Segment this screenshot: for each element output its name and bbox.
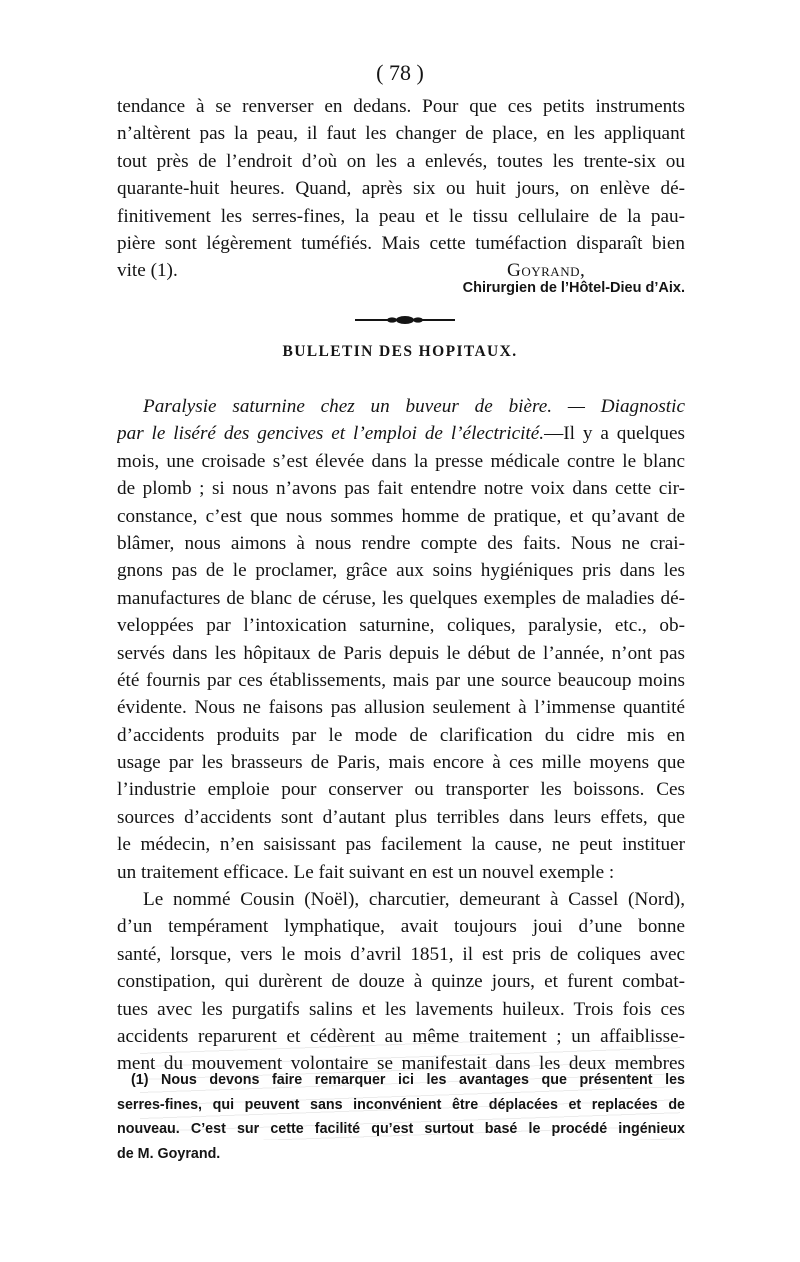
text-line: d’accidents produits par le mode de clarification du cidre mis en [117, 724, 685, 746]
text-line: gnons pas de le proclamer, grâce aux soins hygiéniques pris dans les [117, 560, 685, 582]
article-title-line: Paralysie saturnine chez un buveur de bière. — Diagnostic [143, 396, 685, 417]
text-line: pière sont légèrement tuméfiés. Mais cette tuméfaction disparaît bien [117, 232, 685, 254]
footnote [117, 1068, 685, 1166]
text-line: constance, c’est que nous sommes homme de pratique, et qu’avant de [117, 505, 685, 527]
text-line: tendance à se renverser en dedans. Pour que ces petits instruments [117, 96, 685, 117]
text-line: n’altèrent pas la peau, il faut les changer de place, en les appliquant [117, 123, 685, 145]
text-line: accidents reparurent et cédèrent au même traitement ; un affaiblisse- [117, 1025, 685, 1047]
text-line: évidente. Nous ne faisons pas allusion seulement à l’immense quantité [117, 697, 685, 719]
text-line: mois, une croisade s’est élevée dans la presse médicale contre le blanc [117, 450, 685, 472]
text-line: de plomb ; si nous n’avons pas fait entendre notre voix dans cette cir- [117, 478, 685, 500]
text-line: le médecin, n’en saisissant pas facilement la cause, ne peut instituer [117, 834, 685, 856]
page-number: ( 78 ) [376, 60, 424, 85]
text-line: constipation, qui durèrent de douze à quinze jours, et furent combat- [117, 971, 685, 993]
text-line-end: vite (1). [117, 260, 178, 282]
text-line: veloppées par l’intoxication saturnine, coliques, paralysie, etc., ob- [117, 615, 685, 637]
section-divider-ornament [355, 313, 455, 327]
text-line: un traitement efficace. Le fait suivant en est un nouvel exemple : [117, 861, 615, 883]
text-line: tues avec les purgatifs salins et les lavements huileux. Trois fois ces [117, 998, 685, 1020]
text-line: Le nommé Cousin (Noël), charcutier, demeurant à Cassel (Nord), [143, 889, 685, 911]
text-line: quarante-huit heures. Quand, après six ou huit jours, on enlève dé- [117, 178, 685, 200]
article-title-italic: par le liséré des gencives et l’emploi de l’électricité. [117, 423, 545, 445]
text-line: santé, lorsque, vers le mois d’avril 1851, il est pris de coliques avec [117, 943, 685, 965]
author-affiliation: Chirurgien de l’Hôtel-Dieu d’Aix. [462, 280, 685, 296]
section-title: BULLETIN DES HOPITAUX. [282, 343, 518, 360]
text-line: servés dans les hôpitaux de Paris depuis le début de l’année, n’ont pas [117, 642, 685, 664]
footnote-line: serres-fines, qui peuvent sans inconvénient être déplacées et replacées de [117, 1096, 685, 1113]
footnote-line: de M. Goyrand. [117, 1145, 221, 1162]
text-line: tout près de l’endroit d’où on les a enlevés, toutes les trente-six ou [117, 150, 685, 172]
text-line: d’un tempérament lymphatique, avait toujours joui d’une bonne [117, 916, 685, 938]
article [117, 393, 685, 1078]
text-line: usage par les brasseurs de Paris, mais encore à ces mille moyens que [117, 752, 685, 774]
footnote-line: (1) Nous devons faire remarquer ici les avantages que présentent les [131, 1072, 685, 1088]
article-title-rest: —Il y a quelques [544, 423, 685, 445]
text-line: l’industrie emploie pour conserver ou transporter les boissons. Ces [117, 779, 685, 801]
continued-paragraph [117, 93, 685, 285]
text-line: finitivement les serres-fines, la peau et le tissu cellulaire de la pau- [117, 205, 685, 227]
text-line: manufactures de blanc de céruse, les quelques exemples de maladies dé- [117, 587, 685, 609]
text-line: blâmer, nous aimons à nous rendre compte des faits. Nous ne crai- [117, 532, 685, 554]
text-line: ment du mouvement volontaire se manifestait dans les deux membres [117, 1053, 685, 1075]
text-line: sources d’accidents sont d’autant plus terribles dans leurs effets, que [117, 806, 685, 828]
text-line: été fournis par ces établissements, mais par une source beaucoup moins [117, 669, 685, 691]
article-title-line [117, 420, 685, 447]
author-signature: Goyrand, [507, 260, 586, 282]
footnote-line: nouveau. C’est sur cette facilité qu’est surtout basé le procédé ingénieux [117, 1121, 685, 1137]
